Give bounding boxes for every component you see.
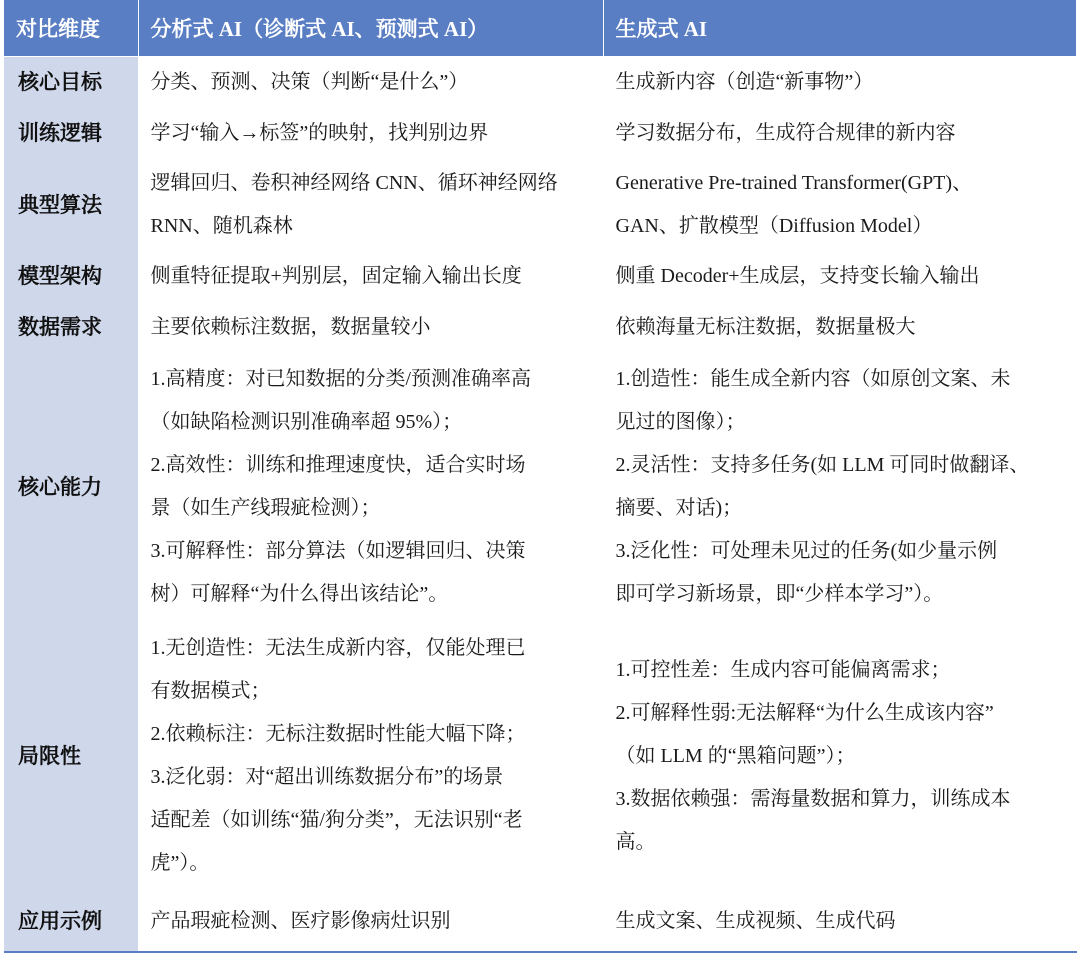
cell-generative xyxy=(603,301,1076,353)
row-dimension-label: 数据需求 xyxy=(4,301,138,353)
cell-text-line: 树）可解释“为什么得出该结论”。 xyxy=(150,583,449,605)
table-row xyxy=(4,57,1076,108)
cell-analytic xyxy=(138,353,603,621)
table-row xyxy=(4,301,1076,353)
cell-generative xyxy=(603,621,1076,891)
cell-text-line: 2.依赖标注：无标注数据时性能大幅下降； xyxy=(150,723,526,745)
header-generative-ai: 生成式 AI xyxy=(603,0,1076,57)
cell-text-line: 生成新内容（创造“新事物”） xyxy=(615,70,874,93)
cell-generative xyxy=(603,353,1076,621)
row-dimension-label: 局限性 xyxy=(4,621,138,891)
cell-analytic xyxy=(138,251,603,301)
cell-text-line: 逻辑回归、卷积神经网络 CNN、循环神经网络 xyxy=(150,172,558,194)
table-row xyxy=(4,891,1076,952)
cell-analytic xyxy=(138,159,603,251)
table-row xyxy=(4,353,1076,621)
cell-text-line: 3.泛化弱：对“超出训练数据分布”的场景 xyxy=(150,766,504,788)
cell-text-line: Generative Pre-trained Transformer(GPT)、 xyxy=(615,172,973,194)
cell-text-line: 产品瑕疵检测、医疗影像病灶识别 xyxy=(150,909,451,932)
cell-text-line: 见过的图像）； xyxy=(615,411,746,433)
cell-analytic xyxy=(138,301,603,353)
cell-text-line: 侧重特征提取+判别层，固定输入输出长度 xyxy=(150,264,522,287)
cell-text-line: 依赖海量无标注数据，数据量极大 xyxy=(615,315,916,338)
cell-text-line: 适配差（如训练“猫/狗分类”，无法识别“老 xyxy=(150,809,523,831)
row-dimension-label: 核心目标 xyxy=(4,57,138,108)
cell-text-line: 2.高效性：训练和推理速度快，适合实时场 xyxy=(150,454,526,476)
cell-text-line: 景（如生产线瑕疵检测）； xyxy=(150,497,381,519)
cell-text-line: 3.数据依赖强：需海量数据和算力，训练成本 xyxy=(615,787,1011,810)
cell-text-line: （如缺陷检测识别准确率超 95%）； xyxy=(150,411,463,433)
cell-text-line: RNN、随机森林 xyxy=(150,215,293,237)
table-row xyxy=(4,159,1076,251)
header-dimension: 对比维度 xyxy=(4,0,138,57)
cell-text-line: 2.可解释性弱:无法解释“为什么生成该内容” xyxy=(615,701,994,724)
cell-text-line: 2.灵活性：支持多任务(如 LLM 可同时做翻译、 xyxy=(615,454,1030,476)
cell-text-line: 1.无创造性：无法生成新内容，仅能处理已 xyxy=(150,637,526,659)
cell-text-line: 生成文案、生成视频、生成代码 xyxy=(615,909,896,932)
cell-generative xyxy=(603,57,1076,108)
cell-text-line: 有数据模式； xyxy=(150,680,271,702)
comparison-table xyxy=(4,0,1077,953)
cell-text-line: 学习“输入→标签”的映射，找判别边界 xyxy=(150,121,489,144)
cell-text-line: 1.创造性：能生成全新内容（如原创文案、未 xyxy=(615,368,1011,390)
cell-text-line: 1.可控性差：生成内容可能偏离需求； xyxy=(615,658,951,681)
cell-text-line: 1.高精度：对已知数据的分类/预测准确率高 xyxy=(150,368,532,390)
cell-text-line: 高。 xyxy=(615,830,656,853)
table-row xyxy=(4,621,1076,891)
cell-analytic xyxy=(138,891,603,952)
cell-generative xyxy=(603,891,1076,952)
cell-generative xyxy=(603,251,1076,301)
cell-text-line: 主要依赖标注数据，数据量较小 xyxy=(150,315,431,338)
cell-text-line: 侧重 Decoder+生成层，支持变长输入输出 xyxy=(615,264,980,287)
table-row xyxy=(4,251,1076,301)
row-dimension-label: 核心能力 xyxy=(4,353,138,621)
row-dimension-label: 模型架构 xyxy=(4,251,138,301)
cell-text-line: 即可学习新场景，即“少样本学习”）。 xyxy=(615,583,944,605)
table-header-row xyxy=(4,0,1076,57)
header-analytic-ai: 分析式 AI（诊断式 AI、预测式 AI） xyxy=(138,0,603,57)
cell-analytic xyxy=(138,621,603,891)
row-dimension-label: 训练逻辑 xyxy=(4,107,138,159)
cell-text-line: （如 LLM 的“黑箱问题”）； xyxy=(615,744,856,767)
row-dimension-label: 应用示例 xyxy=(4,891,138,952)
cell-text-line: 3.可解释性：部分算法（如逻辑回归、决策 xyxy=(150,540,526,562)
cell-text-line: 摘要、对话)； xyxy=(615,497,743,519)
cell-text-line: 虎”）。 xyxy=(150,852,210,874)
cell-text-line: GAN、扩散模型（Diffusion Model） xyxy=(615,215,933,237)
cell-text-line: 学习数据分布，生成符合规律的新内容 xyxy=(615,121,956,144)
cell-generative xyxy=(603,159,1076,251)
cell-text-line: 3.泛化性：可处理未见过的任务(如少量示例 xyxy=(615,540,998,562)
cell-text-line: 分类、预测、决策（判断“是什么”） xyxy=(150,70,469,93)
cell-analytic xyxy=(138,107,603,159)
cell-generative xyxy=(603,107,1076,159)
table-row xyxy=(4,107,1076,159)
row-dimension-label: 典型算法 xyxy=(4,159,138,251)
cell-analytic xyxy=(138,57,603,108)
